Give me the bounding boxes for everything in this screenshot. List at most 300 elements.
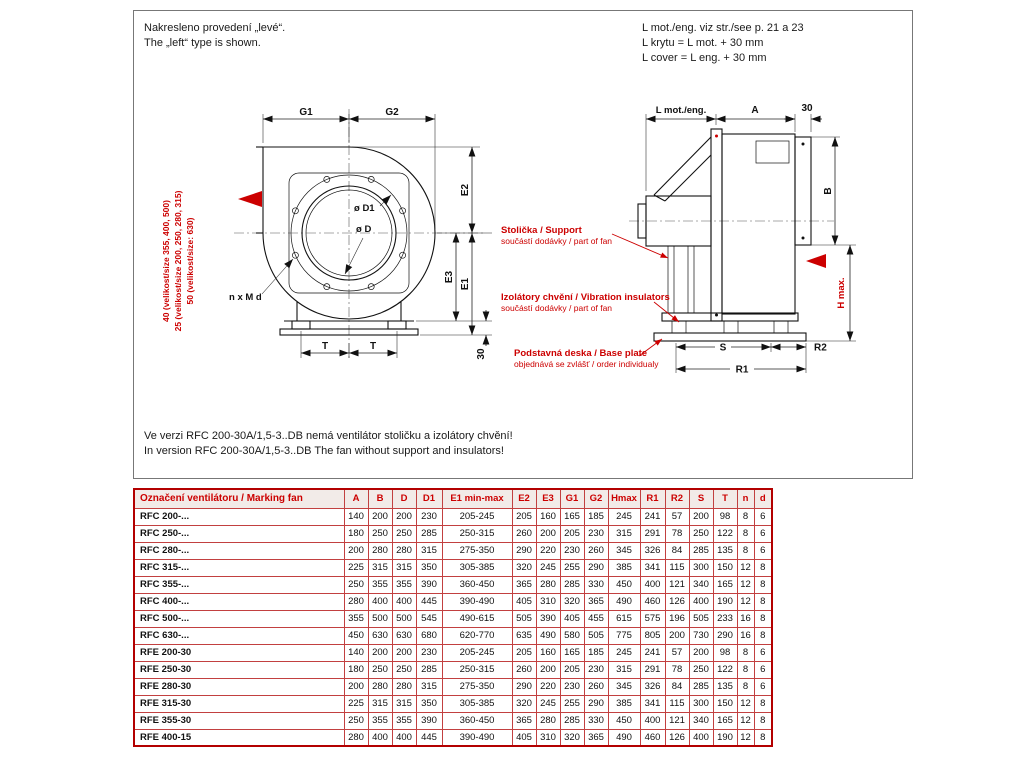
dimension-value-cell: 12	[737, 559, 754, 576]
callout-base-plate	[514, 348, 658, 369]
callout-support	[501, 225, 612, 246]
table-row	[134, 695, 772, 712]
dimension-value-cell: 8	[754, 593, 772, 610]
dimension-value-cell: 285	[416, 525, 442, 542]
dim-label-base-height: 30	[476, 348, 487, 360]
dimension-value-cell: 180	[344, 661, 368, 678]
dimension-value-cell: 365	[512, 576, 536, 593]
dimension-value-cell: 200	[392, 508, 416, 525]
dimension-value-cell: 500	[368, 610, 392, 627]
dimension-value-cell: 341	[640, 695, 665, 712]
dim-label-t-left: T	[321, 341, 329, 352]
dimension-value-cell: 450	[608, 712, 640, 729]
dimension-value-cell: 6	[754, 508, 772, 525]
dimension-value-cell: 185	[584, 508, 608, 525]
dimension-value-cell: 135	[713, 678, 737, 695]
column-header-r2: R2	[665, 489, 689, 508]
dimension-value-cell: 326	[640, 542, 665, 559]
column-header-e1-min-max: E1 min-max	[442, 489, 512, 508]
dimension-value-cell: 310	[536, 729, 560, 746]
dimension-value-cell: 280	[536, 576, 560, 593]
dimension-value-cell: 165	[713, 576, 737, 593]
dimension-value-cell: 400	[392, 593, 416, 610]
dim-label-g1: G1	[299, 107, 313, 118]
dimension-value-cell: 290	[713, 627, 737, 644]
marking-fan-header: Označení ventilátoru / Marking fan	[134, 489, 344, 508]
column-header-a: A	[344, 489, 368, 508]
note-line: L mot./eng. viz str./see p. 21 a 23	[642, 22, 804, 34]
column-header-e3: E3	[536, 489, 560, 508]
dimension-value-cell: 140	[344, 508, 368, 525]
note-line: The „left“ type is shown.	[144, 37, 261, 49]
dimension-value-cell: 230	[560, 542, 584, 559]
fan-model-label: RFE 200-30	[134, 644, 344, 661]
fan-model-label: RFE 400-15	[134, 729, 344, 746]
dimension-value-cell: 385	[608, 559, 640, 576]
dimension-value-cell: 365	[512, 712, 536, 729]
dimension-value-cell: 6	[754, 644, 772, 661]
dimension-value-cell: 680	[416, 627, 442, 644]
dimension-value-cell: 315	[608, 661, 640, 678]
table-row	[134, 678, 772, 695]
column-header-r1: R1	[640, 489, 665, 508]
dimension-value-cell: 450	[344, 627, 368, 644]
dimension-value-cell: 345	[608, 678, 640, 695]
dimension-value-cell: 365	[584, 729, 608, 746]
dimension-value-cell: 280	[368, 678, 392, 695]
column-header-d: D	[392, 489, 416, 508]
dimension-value-cell: 315	[368, 559, 392, 576]
fan-model-label: RFC 200-...	[134, 508, 344, 525]
dimension-value-cell: 400	[368, 729, 392, 746]
dimension-value-cell: 12	[737, 593, 754, 610]
table-row	[134, 712, 772, 729]
dimension-value-cell: 315	[392, 559, 416, 576]
dimension-value-cell: 233	[713, 610, 737, 627]
dimension-value-cell: 245	[536, 559, 560, 576]
dim-label-a: A	[751, 105, 759, 116]
column-header-s: S	[689, 489, 713, 508]
dimension-value-cell: 250	[368, 661, 392, 678]
dimension-value-cell: 285	[416, 661, 442, 678]
column-header-n: n	[737, 489, 754, 508]
dimension-value-cell: 200	[368, 508, 392, 525]
size-note-50: 50 (velikost/size: 630)	[185, 217, 195, 305]
dimension-value-cell: 245	[536, 695, 560, 712]
column-header-g2: G2	[584, 489, 608, 508]
dimensions-table	[133, 488, 773, 747]
fan-model-label: RFE 355-30	[134, 712, 344, 729]
dimension-value-cell: 400	[640, 712, 665, 729]
dimension-value-cell: 490	[608, 593, 640, 610]
dimension-value-cell: 250	[344, 576, 368, 593]
table-row	[134, 542, 772, 559]
dimension-value-cell: 8	[737, 542, 754, 559]
dimension-value-cell: 12	[737, 576, 754, 593]
dimension-value-cell: 280	[392, 678, 416, 695]
dimension-value-cell: 185	[584, 644, 608, 661]
dimension-value-cell: 200	[536, 525, 560, 542]
dimension-value-cell: 57	[665, 644, 689, 661]
dimension-value-cell: 8	[754, 695, 772, 712]
dimension-value-cell: 160	[536, 508, 560, 525]
dimension-value-cell: 341	[640, 559, 665, 576]
dimension-value-cell: 390	[416, 576, 442, 593]
note-line: Nakresleno provedení „levé“.	[144, 22, 286, 34]
dimension-value-cell: 280	[536, 712, 560, 729]
dimension-value-cell: 490	[536, 627, 560, 644]
dimension-value-cell: 78	[665, 661, 689, 678]
dimension-value-cell: 575	[640, 610, 665, 627]
dimension-value-cell: 8	[737, 678, 754, 695]
dim-label-t-right: T	[369, 341, 377, 352]
dimension-value-cell: 200	[368, 644, 392, 661]
dimension-value-cell: 165	[560, 508, 584, 525]
side-view-drawing	[612, 103, 856, 376]
dimension-value-cell: 200	[344, 678, 368, 695]
dimension-value-cell: 190	[713, 593, 737, 610]
dimension-value-cell: 260	[584, 678, 608, 695]
dimension-value-cell: 405	[560, 610, 584, 627]
table-row	[134, 729, 772, 746]
dimension-value-cell: 84	[665, 542, 689, 559]
dimension-value-cell: 315	[416, 542, 442, 559]
dimension-value-cell: 180	[344, 525, 368, 542]
dimension-value-cell: 225	[344, 559, 368, 576]
dimension-value-cell: 305-385	[442, 695, 512, 712]
dimension-value-cell: 315	[368, 695, 392, 712]
dimension-value-cell: 121	[665, 712, 689, 729]
dimension-value-cell: 150	[713, 695, 737, 712]
dimension-value-cell: 250-315	[442, 661, 512, 678]
dimension-value-cell: 320	[560, 729, 584, 746]
dimension-value-cell: 230	[416, 508, 442, 525]
dimension-value-cell: 6	[754, 661, 772, 678]
dimension-value-cell: 635	[512, 627, 536, 644]
column-header-g1: G1	[560, 489, 584, 508]
dimension-value-cell: 355	[344, 610, 368, 627]
dimension-value-cell: 250	[344, 712, 368, 729]
callout-baseplate-title: Podstavná deska / Base plate	[514, 348, 648, 359]
fan-model-label: RFC 315-...	[134, 559, 344, 576]
dimension-value-cell: 6	[754, 525, 772, 542]
fan-model-label: RFC 400-...	[134, 593, 344, 610]
dimension-value-cell: 330	[584, 712, 608, 729]
dimension-value-cell: 200	[665, 627, 689, 644]
dimension-value-cell: 230	[584, 525, 608, 542]
dim-label-h-max: H max.	[836, 277, 847, 309]
label-inlet-diameter: ø D	[356, 224, 372, 235]
dimension-value-cell: 360-450	[442, 576, 512, 593]
dimension-value-cell: 400	[640, 576, 665, 593]
dimension-value-cell: 245	[608, 644, 640, 661]
dimension-value-cell: 275-350	[442, 542, 512, 559]
dimension-value-cell: 350	[416, 695, 442, 712]
dimension-value-cell: 12	[737, 712, 754, 729]
dimension-value-cell: 505	[512, 610, 536, 627]
dim-label-motor-length: L mot./eng.	[655, 105, 707, 116]
dimension-value-cell: 260	[512, 661, 536, 678]
dimension-value-cell: 200	[689, 508, 713, 525]
dimension-value-cell: 126	[665, 729, 689, 746]
callout-support-subtitle: součástí dodávky / part of fan	[501, 236, 613, 246]
dimension-value-cell: 405	[512, 729, 536, 746]
dimension-value-cell: 500	[392, 610, 416, 627]
note-line: Ve verzi RFC 200-30A/1,5-3..DB nemá ventilátor stoličku a izolátory chvění!	[144, 430, 513, 442]
dimension-value-cell: 400	[689, 729, 713, 746]
dimension-value-cell: 805	[640, 627, 665, 644]
dimension-value-cell: 205	[560, 661, 584, 678]
dimension-value-cell: 300	[689, 695, 713, 712]
label-bolt-circle-diameter: ø D1	[354, 203, 375, 214]
dimension-value-cell: 250	[392, 661, 416, 678]
dimension-value-cell: 98	[713, 644, 737, 661]
table-row	[134, 508, 772, 525]
table-row	[134, 627, 772, 644]
dimension-value-cell: 320	[560, 593, 584, 610]
dimension-value-cell: 290	[584, 559, 608, 576]
dim-label-cover-offset: 30	[801, 103, 813, 114]
table-header-row	[134, 489, 772, 508]
dimension-value-cell: 455	[584, 610, 608, 627]
dimension-value-cell: 12	[737, 729, 754, 746]
dimension-value-cell: 355	[392, 576, 416, 593]
dimension-value-cell: 12	[737, 695, 754, 712]
dimension-value-cell: 545	[416, 610, 442, 627]
dimension-value-cell: 121	[665, 576, 689, 593]
dimension-value-cell: 326	[640, 678, 665, 695]
dimension-value-cell: 400	[392, 729, 416, 746]
table-row	[134, 593, 772, 610]
callout-insulators-title: Izolátory chvění / Vibration insulators	[501, 292, 670, 303]
dimension-value-cell: 115	[665, 695, 689, 712]
dimension-value-cell: 260	[584, 542, 608, 559]
dimension-value-cell: 280	[344, 729, 368, 746]
inlet-airflow-arrow-icon	[806, 254, 826, 268]
dimension-value-cell: 84	[665, 678, 689, 695]
size-note-40: 40 (velikost/size 355, 400, 500)	[161, 200, 171, 322]
callout-vibration-insulators	[501, 292, 670, 313]
dimension-value-cell: 250-315	[442, 525, 512, 542]
table-row	[134, 661, 772, 678]
dimension-value-cell: 200	[536, 661, 560, 678]
dimension-value-cell: 330	[584, 576, 608, 593]
dimension-value-cell: 350	[416, 559, 442, 576]
dimension-value-cell: 8	[754, 627, 772, 644]
callout-insulators-subtitle: součástí dodávky / part of fan	[501, 303, 613, 313]
dimension-value-cell: 390-490	[442, 593, 512, 610]
dimension-value-cell: 255	[560, 695, 584, 712]
table-row	[134, 644, 772, 661]
column-header-d1: D1	[416, 489, 442, 508]
dimension-value-cell: 230	[584, 661, 608, 678]
table-row	[134, 559, 772, 576]
dimension-value-cell: 205-245	[442, 644, 512, 661]
front-view-drawing	[161, 107, 492, 360]
note-motor-length	[642, 21, 804, 66]
callout-baseplate-subtitle: objednává se zvlášť / order individualy	[514, 359, 659, 369]
dimension-value-cell: 126	[665, 593, 689, 610]
dimension-value-cell: 285	[560, 576, 584, 593]
label-bolt-spec: n x M d	[229, 292, 262, 303]
dimension-value-cell: 241	[640, 644, 665, 661]
dimension-value-cell: 385	[608, 695, 640, 712]
column-header-t: T	[713, 489, 737, 508]
dimension-value-cell: 460	[640, 729, 665, 746]
dimension-value-cell: 310	[536, 593, 560, 610]
dimension-value-cell: 505	[584, 627, 608, 644]
fan-model-label: RFC 355-...	[134, 576, 344, 593]
dimension-value-cell: 8	[737, 644, 754, 661]
dimension-value-cell: 390	[536, 610, 560, 627]
fan-model-label: RFC 280-...	[134, 542, 344, 559]
dimension-value-cell: 250	[689, 525, 713, 542]
dimension-value-cell: 200	[344, 542, 368, 559]
dimension-value-cell: 275-350	[442, 678, 512, 695]
drawing-panel	[133, 10, 913, 479]
dimension-value-cell: 220	[536, 542, 560, 559]
dimension-value-cell: 355	[368, 576, 392, 593]
dimension-value-cell: 405	[512, 593, 536, 610]
dimension-value-cell: 365	[584, 593, 608, 610]
dimension-value-cell: 8	[737, 508, 754, 525]
dimension-value-cell: 250	[392, 525, 416, 542]
dim-label-s: S	[719, 342, 727, 354]
dimension-value-cell: 490-615	[442, 610, 512, 627]
dimension-value-cell: 122	[713, 525, 737, 542]
dimension-value-cell: 165	[560, 644, 584, 661]
dimension-value-cell: 150	[713, 559, 737, 576]
dimension-value-cell: 290	[584, 695, 608, 712]
dimension-value-cell: 230	[416, 644, 442, 661]
dimension-value-cell: 250	[689, 661, 713, 678]
table-row	[134, 525, 772, 542]
dim-label-g2: G2	[385, 107, 399, 118]
dimension-value-cell: 320	[512, 559, 536, 576]
dim-label-e2: E2	[460, 183, 471, 197]
dimension-value-cell: 280	[344, 593, 368, 610]
dimension-value-cell: 445	[416, 729, 442, 746]
dimension-value-cell: 315	[608, 525, 640, 542]
dimension-value-cell: 315	[392, 695, 416, 712]
dimension-value-cell: 8	[737, 525, 754, 542]
dimension-value-cell: 355	[392, 712, 416, 729]
dim-label-e3: E3	[444, 270, 455, 284]
dimension-value-cell: 460	[640, 593, 665, 610]
dimension-value-cell: 620-770	[442, 627, 512, 644]
dimension-value-cell: 16	[737, 627, 754, 644]
column-header-hmax: Hmax	[608, 489, 640, 508]
column-header-e2: E2	[512, 489, 536, 508]
dimension-value-cell: 390-490	[442, 729, 512, 746]
outlet-airflow-arrow-icon	[238, 191, 262, 207]
dimension-value-cell: 8	[737, 661, 754, 678]
dimension-value-cell: 280	[368, 542, 392, 559]
dimension-value-cell: 205-245	[442, 508, 512, 525]
dimension-value-cell: 285	[689, 542, 713, 559]
dimension-value-cell: 390	[416, 712, 442, 729]
note-version-exception	[144, 429, 513, 459]
dimension-value-cell: 122	[713, 661, 737, 678]
dimension-value-cell: 580	[560, 627, 584, 644]
dimension-value-cell: 190	[713, 729, 737, 746]
column-header-b: B	[368, 489, 392, 508]
dimension-value-cell: 255	[560, 559, 584, 576]
fan-model-label: RFE 315-30	[134, 695, 344, 712]
dimension-value-cell: 135	[713, 542, 737, 559]
note-drawing-type	[144, 21, 285, 51]
dimension-value-cell: 115	[665, 559, 689, 576]
dimension-value-cell: 290	[512, 542, 536, 559]
dimension-value-cell: 340	[689, 576, 713, 593]
dimension-value-cell: 630	[392, 627, 416, 644]
dimension-value-cell: 315	[416, 678, 442, 695]
fan-model-label: RFE 280-30	[134, 678, 344, 695]
table-row	[134, 576, 772, 593]
dimension-value-cell: 205	[560, 525, 584, 542]
dimension-value-cell: 260	[512, 525, 536, 542]
dimension-value-cell: 250	[368, 525, 392, 542]
dimension-value-cell: 140	[344, 644, 368, 661]
dimension-value-cell: 320	[512, 695, 536, 712]
dim-label-e1: E1	[460, 277, 471, 291]
dimension-value-cell: 230	[560, 678, 584, 695]
dimension-value-cell: 340	[689, 712, 713, 729]
fan-table-body	[134, 508, 772, 746]
column-header-d: d	[754, 489, 772, 508]
callout-support-title: Stolička / Support	[501, 225, 582, 236]
dimension-value-cell: 285	[689, 678, 713, 695]
dimension-value-cell: 8	[754, 610, 772, 627]
dimension-value-cell: 205	[512, 508, 536, 525]
note-line: L cover = L eng. + 30 mm	[642, 52, 767, 64]
size-note-25: 25 (velikost/size 200, 250, 280, 315)	[173, 190, 183, 332]
dimension-value-cell: 345	[608, 542, 640, 559]
dim-label-r1: R1	[735, 364, 749, 376]
dimension-value-cell: 205	[512, 644, 536, 661]
dimension-value-cell: 291	[640, 525, 665, 542]
dimension-value-cell: 291	[640, 661, 665, 678]
dimension-value-cell: 160	[536, 644, 560, 661]
dimension-value-cell: 615	[608, 610, 640, 627]
note-line: L krytu = L mot. + 30 mm	[642, 37, 764, 49]
dimension-value-cell: 280	[392, 542, 416, 559]
dimension-value-cell: 300	[689, 559, 713, 576]
dimension-value-cell: 730	[689, 627, 713, 644]
dimension-value-cell: 290	[512, 678, 536, 695]
dimension-value-cell: 98	[713, 508, 737, 525]
dimension-value-cell: 16	[737, 610, 754, 627]
note-line: In version RFC 200-30A/1,5-3..DB The fan without support and insulators!	[144, 445, 504, 457]
dimension-value-cell: 200	[689, 644, 713, 661]
dimension-value-cell: 400	[689, 593, 713, 610]
dimension-value-cell: 241	[640, 508, 665, 525]
dimension-value-cell: 450	[608, 576, 640, 593]
dim-label-b: B	[823, 187, 834, 195]
dimension-value-cell: 355	[368, 712, 392, 729]
dimension-value-cell: 6	[754, 678, 772, 695]
fan-model-label: RFE 250-30	[134, 661, 344, 678]
dimension-value-cell: 305-385	[442, 559, 512, 576]
dimension-value-cell: 8	[754, 729, 772, 746]
dimension-value-cell: 196	[665, 610, 689, 627]
dimension-value-cell: 8	[754, 559, 772, 576]
dimension-value-cell: 8	[754, 576, 772, 593]
dimension-value-cell: 8	[754, 712, 772, 729]
dimension-value-cell: 505	[689, 610, 713, 627]
dimension-value-cell: 200	[392, 644, 416, 661]
dimension-value-cell: 400	[368, 593, 392, 610]
